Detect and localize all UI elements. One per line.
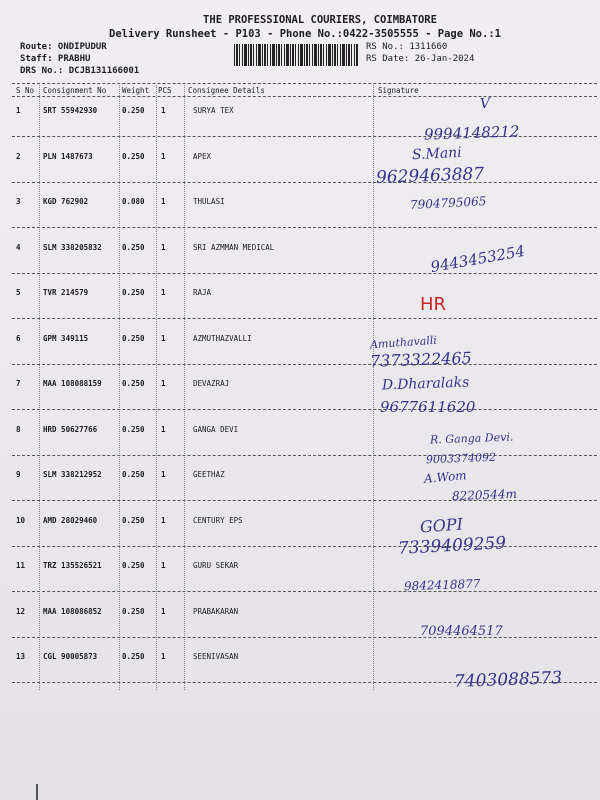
row-weight: 0.250 [122, 652, 145, 661]
row-consignee: DEVAZRAJ [193, 379, 230, 388]
row-weight: 0.250 [122, 561, 145, 570]
row-sno: 13 [16, 652, 26, 661]
signature-name: D.Dharalaks [381, 374, 470, 394]
row-pcs: 1 [161, 424, 166, 434]
row-pcs: 1 [161, 242, 166, 252]
row-consignee: AZMUTHAZVALLI [193, 333, 252, 343]
row-sno: 3 [16, 197, 21, 206]
route-label: Route: ONDIPUDUR [20, 42, 107, 52]
row-consignee: SEENIVASAN [193, 652, 239, 661]
col-header-weight: Weight [122, 86, 150, 95]
row-sno: 11 [16, 561, 26, 570]
row-consignment: TVR 214579 [43, 288, 89, 297]
rs-date: RS Date: 26-Jan-2024 [366, 54, 475, 64]
row-divider [12, 227, 597, 228]
row-sno: 4 [16, 242, 21, 252]
row-weight: 0.250 [122, 379, 145, 388]
signature-phone: 8220544m [451, 486, 518, 504]
row-consignment: HRD 50627766 [43, 424, 98, 434]
row-weight: 0.250 [122, 106, 145, 115]
column-divider [156, 85, 157, 690]
row-pcs: 1 [161, 606, 166, 616]
row-weight: 0.250 [122, 606, 145, 616]
row-consignee: APEX [193, 151, 212, 161]
row-pcs: 1 [161, 151, 166, 161]
row-consignee: SRI AZMMAN MEDICAL [193, 242, 275, 252]
row-sno: 5 [16, 288, 21, 297]
row-consignment: PLN 1487673 [43, 151, 93, 161]
signature-phone: 7403088573 [453, 668, 563, 692]
row-consignment: MAA 108088159 [43, 379, 102, 388]
column-divider [119, 85, 120, 690]
row-pcs: 1 [161, 379, 166, 388]
page-edge-mark [36, 784, 38, 800]
signature-phone: 7094464517 [420, 624, 503, 639]
row-consignment: SLM 338212952 [43, 470, 102, 479]
row-consignment: MAA 108086852 [43, 606, 102, 616]
row-pcs: 1 [161, 561, 166, 570]
signature-phone: 9677611620 [380, 398, 476, 416]
col-header-sno: S No [16, 86, 35, 95]
signature-phone: 9003374092 [425, 450, 497, 467]
row-consignment: GPM 349115 [43, 333, 89, 343]
row-pcs: 1 [161, 106, 166, 115]
column-divider [184, 85, 185, 690]
drs-label: DRS No.: DCJB131166001 [20, 66, 140, 76]
row-weight: 0.250 [122, 424, 145, 434]
row-weight: 0.250 [122, 242, 145, 252]
signature-phone: 7373322465 [369, 348, 473, 371]
rs-number: RS No.: 1311660 [366, 42, 448, 52]
row-pcs: 1 [161, 470, 166, 479]
row-sno: 2 [16, 151, 21, 161]
row-divider [12, 273, 597, 274]
barcode [234, 44, 358, 66]
signature-phone: 7904795065 [409, 194, 487, 212]
row-consignee: SURYA TEX [193, 106, 234, 115]
row-divider [12, 455, 597, 456]
row-consignee: PRABAKARAN [193, 606, 239, 616]
column-divider [373, 85, 374, 690]
row-consignee: CENTURY EPS [193, 515, 243, 525]
row-sno: 6 [16, 333, 21, 343]
row-weight: 0.250 [122, 515, 145, 525]
col-header-consignment: Consignment No [43, 86, 107, 95]
row-sno: 7 [16, 379, 21, 388]
runsheet-subtitle: Delivery Runsheet - P103 - Phone No.:0422-3505555 - Page No.:1 [109, 28, 501, 40]
row-divider [12, 318, 597, 319]
row-consignee: GURU SEKAR [193, 561, 239, 570]
row-divider [12, 637, 597, 638]
signature-phone: 9994148212 [423, 122, 520, 144]
row-consignment: SLM 338205832 [43, 242, 102, 252]
row-sno: 12 [16, 606, 26, 616]
row-consignment: KGD 762902 [43, 197, 89, 206]
row-divider [12, 591, 597, 592]
row-consignment: CGL 90005873 [43, 652, 98, 661]
signature-phone: 9629463887 [375, 164, 485, 188]
row-divider [12, 364, 597, 365]
header-rule [12, 96, 597, 97]
row-consignee: THULASI [193, 197, 225, 206]
row-consignee: RAJA [193, 288, 212, 297]
signature-name: S.Mani [411, 144, 463, 164]
row-weight: 0.250 [122, 470, 145, 479]
col-header-signature: Signature [378, 86, 419, 95]
row-consignment: TRZ 135526521 [43, 561, 102, 570]
row-weight: 0.080 [122, 197, 145, 206]
row-pcs: 1 [161, 515, 166, 525]
row-consignee: GEETHAZ [193, 470, 225, 479]
row-consignment: SRT 55942930 [43, 106, 98, 115]
row-weight: 0.250 [122, 151, 145, 161]
signature-name: V [479, 95, 491, 113]
row-pcs: 1 [161, 652, 166, 661]
row-pcs: 1 [161, 197, 166, 206]
row-consignment: AMD 28029460 [43, 515, 98, 525]
signature-phone: 9443453254 [429, 241, 527, 277]
row-divider [12, 409, 597, 410]
row-divider [12, 182, 597, 183]
row-sno: 8 [16, 424, 21, 434]
company-title: THE PROFESSIONAL COURIERS, COIMBATORE [203, 14, 437, 26]
signature-name: Amuthavalli [369, 333, 438, 352]
col-header-consignee: Consignee Details [188, 86, 265, 95]
staff-label: Staff: PRABHU [20, 54, 91, 64]
row-sno: 10 [16, 515, 26, 525]
row-pcs: 1 [161, 333, 166, 343]
row-weight: 0.250 [122, 288, 145, 297]
row-pcs: 1 [161, 288, 166, 297]
signature-name: R. Ganga Devi. [429, 430, 514, 447]
row-weight: 0.250 [122, 333, 145, 343]
signature-phone: 7339409259 [397, 533, 507, 559]
signature-phone: 9842418877 [403, 576, 481, 594]
signature-name: A.Wom [423, 468, 468, 486]
table-top-rule [12, 83, 597, 84]
signature-name: GOPI [419, 514, 464, 537]
signature-name: HR [420, 294, 447, 315]
row-sno: 1 [16, 106, 21, 115]
column-divider [39, 85, 40, 690]
row-sno: 9 [16, 470, 21, 479]
col-header-pcs: PCS [158, 86, 172, 95]
row-divider [12, 546, 597, 547]
row-consignee: GANGA DEVI [193, 424, 239, 434]
